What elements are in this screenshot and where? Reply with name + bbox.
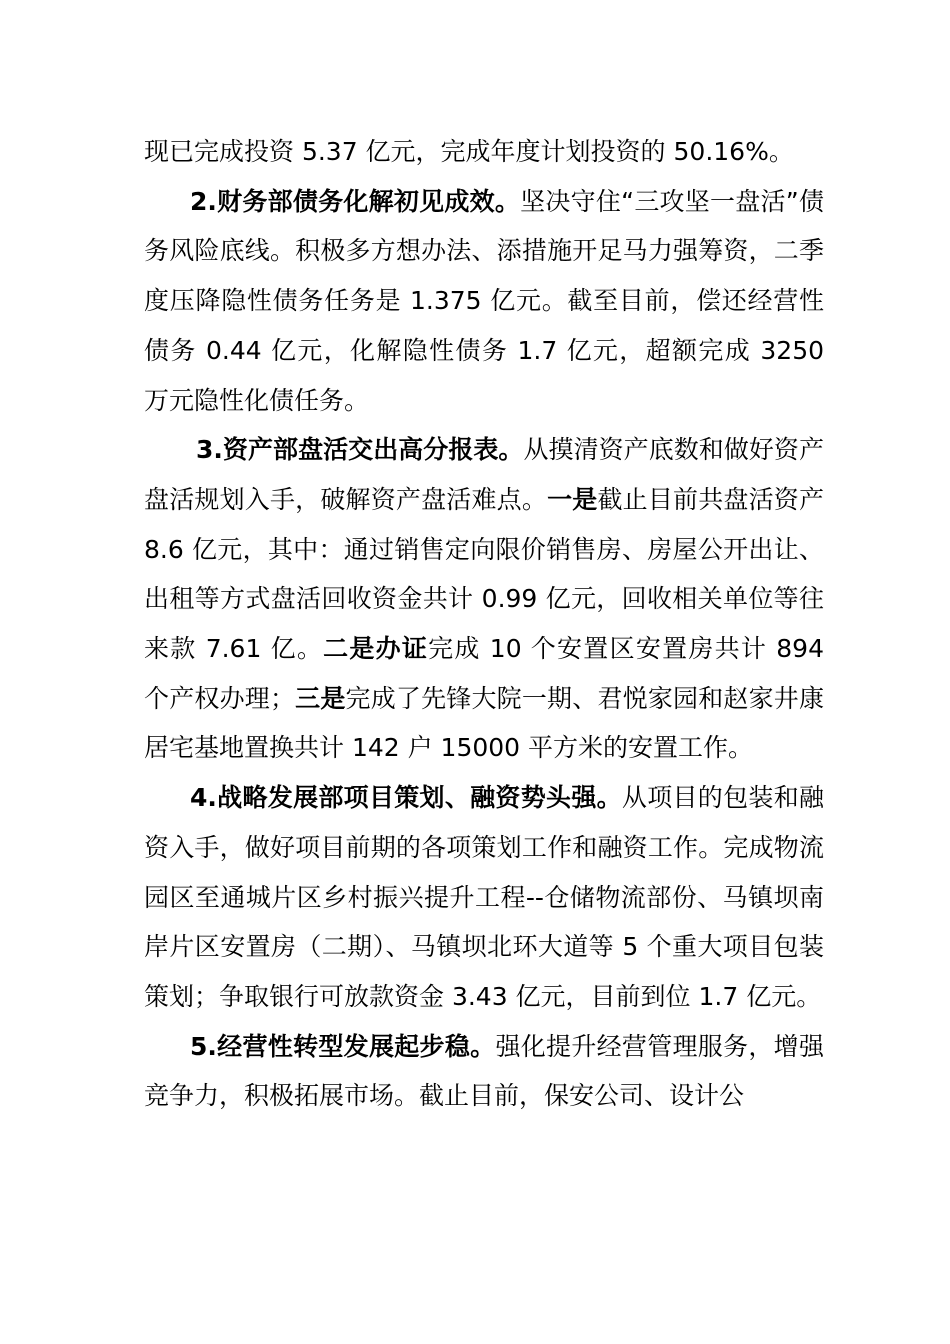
paragraph-investment-summary (144, 127, 824, 177)
paragraph-text: 强化提升经营管理服务，增强竞争力，积极拓展市场。截止目前，保安公司、设计公 (144, 1031, 824, 1111)
paragraph-text: 坚决守住“三攻坚一盘活”债务风险底线。积极多方想办法、添措施开足马力强筹资，二季度压降隐性债务任务是 1.375 亿元。截至目前，偿还经营性债务 0.44 亿元，化解隐性债务 1.7 亿元，超额完成 3250 万元隐性化债任务。 (144, 186, 824, 415)
paragraph-text: 现已完成投资 5.37 亿元，完成年度计划投资的 50.16%。 (144, 137, 794, 166)
emphasis-second: 二是办证 (323, 634, 429, 664)
paragraph-heading: 5.经营性转型发展起步稳。 (190, 1031, 496, 1061)
paragraph-asset-department (144, 425, 824, 773)
paragraph-strategy-department (144, 773, 824, 1022)
paragraph-text: 完成 10 个安置区安置房共计 894 个产权办理； (144, 634, 824, 713)
paragraph-finance-debt (144, 177, 824, 426)
emphasis-third: 三是 (294, 683, 346, 713)
paragraph-text: 完成了先锋大院一期、君悦家园和赵家井康居宅基地置换共计 142 户 15000 平方米的安置工作。 (144, 683, 824, 763)
paragraph-text: 从摸清资产底数和做好资产盘活规划入手，破解资产盘活难点。 (144, 435, 824, 514)
paragraph-heading: 3.资产部盘活交出高分报表。 (196, 435, 524, 465)
paragraph-text: 截止目前共盘活资产 8.6 亿元，其中：通过销售定向限价销售房、房屋公开出让、出租等方式盘活回收资金共计 0.99 亿元，回收相关单位等往来款 7.61 亿。 (144, 484, 824, 664)
paragraph-text: 从项目的包装和融资入手，做好项目前期的各项策划工作和融资工作。完成物流园区至通城片区乡村振兴提升工程--仓储物流部份、马镇坝南岸片区安置房（二期）、马镇坝北环大道等 5 个重大项目包装策划；争取银行可放款资金 3.43 亿元，目前到位 1.7 亿元。 (144, 783, 824, 1011)
paragraph-heading: 4.战略发展部项目策划、融资势头强。 (190, 783, 622, 813)
emphasis-first: 一是 (547, 484, 598, 514)
document-body (144, 127, 824, 1121)
paragraph-operations-transition (144, 1022, 824, 1121)
paragraph-heading: 2.财务部债务化解初见成效。 (190, 186, 521, 216)
